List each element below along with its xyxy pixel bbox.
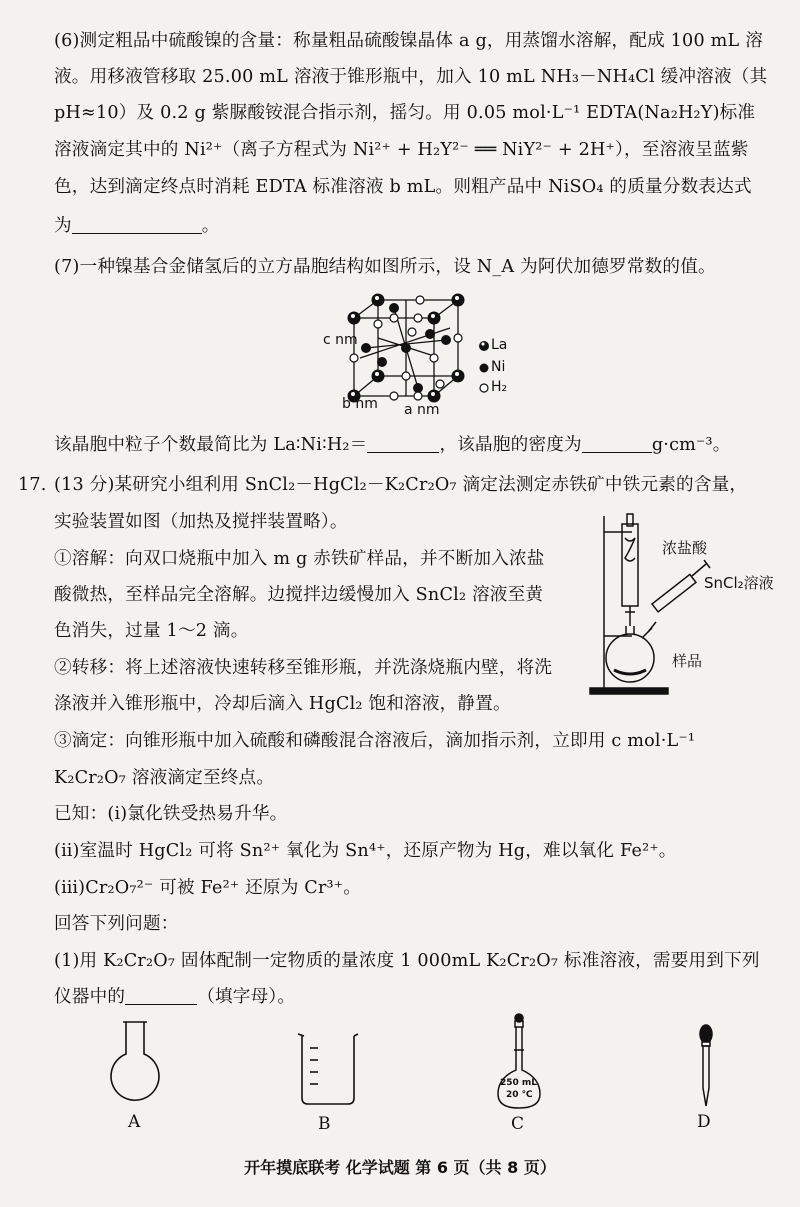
q17-p1-answer-line — [54, 984, 786, 1010]
legend-la: La — [491, 337, 508, 353]
q16-p6-line-2: 液。用移液管移取 25.00 mL 溶液于锥形瓶中，加入 10 mL NH₃－NH₄Cl 缓冲溶液（其 — [54, 67, 768, 87]
apparatus-label-sncl2: SnCl₂溶液 — [704, 574, 774, 592]
q17-known-3: (ⅲ)Cr₂O₇²⁻ 可被 Fe²⁺ 还原为 Cr³⁺。 — [54, 878, 362, 898]
legend-h2: H₂ — [491, 379, 508, 395]
q16-p7-answer-line — [54, 432, 786, 458]
cell-label-a: a nm — [404, 402, 440, 418]
q17-line-4: 酸微热，至样品完全溶解。边搅拌边缓慢加入 SnCl₂ 溶液至黄 — [54, 585, 544, 605]
instrument-b-beaker — [296, 1030, 360, 1110]
instrument-a-label: A — [128, 1112, 141, 1132]
answer-blank-instruments[interactable] — [125, 986, 197, 1005]
q16-p6-prefix: 为 — [54, 216, 72, 236]
q16-p6-line-3: pH≈10）及 0.2 g 紫脲酸铵混合指示剂，摇匀。用 0.05 mol·L⁻¹ EDTA(Na₂H₂Y)标准 — [54, 103, 756, 123]
q17-line-3: ①溶解：向双口烧瓶中加入 m g 赤铁矿样品，并不断加入浓盐 — [54, 549, 545, 569]
q17-answer-heading: 回答下列问题： — [54, 914, 179, 934]
q17-known-2: (ⅱ)室温时 HgCl₂ 可将 Sn²⁺ 氧化为 Sn⁴⁺，还原产物为 Hg，难以氧化 Fe²⁺。 — [54, 841, 677, 861]
q17-number: 17. — [18, 475, 47, 495]
q17-line-2: 实验装置如图（加热及搅拌装置略）。 — [54, 512, 348, 532]
instrument-c-label: C — [511, 1114, 525, 1134]
cell-label-b: b nm — [342, 396, 378, 412]
instrument-c-mark-temp: 20 ℃ — [506, 1090, 533, 1100]
q17-line-1: (13 分)某研究小组利用 SnCl₂－HgCl₂－K₂Cr₂O₇ 滴定法测定赤铁矿中铁元素的含量， — [54, 475, 748, 495]
instrument-d-dropper — [694, 1024, 718, 1110]
instrument-d-label: D — [697, 1112, 711, 1132]
q16-p6-suffix: 。 — [201, 216, 220, 236]
q17-p1-suffix: （填字母）。 — [197, 987, 296, 1007]
instrument-c-mark-volume: 250 mL — [500, 1078, 538, 1088]
q16-p6-line-6 — [54, 213, 786, 239]
q17-known-1: 已知：(ⅰ)氯化铁受热易升华。 — [54, 804, 288, 824]
cell-label-c: c nm — [323, 332, 358, 348]
q16-p7-line: (7)一种镍基合金储氢后的立方晶胞结构如图所示，设 N_A 为阿伏加德罗常数的值。 — [54, 257, 716, 277]
instrument-a-round-flask — [100, 1018, 170, 1108]
page-footer: 开年摸底联考 化学试题 第 6 页（共 8 页） — [244, 1158, 556, 1177]
q16-p7-answer-a: 该晶胞中粒子个数最简比为 La∶Ni∶H₂＝ — [54, 435, 368, 455]
q17-line-5: 色消失，过量 1～2 滴。 — [54, 621, 249, 641]
apparatus-label-hcl: 浓盐酸 — [662, 539, 708, 557]
answer-blank-density[interactable] — [582, 434, 652, 453]
apparatus-label-sample: 样品 — [672, 652, 703, 670]
q16-p7-answer-b: ，该晶胞的密度为 — [439, 435, 582, 455]
q17-line-8: ③滴定：向锥形瓶中加入硫酸和磷酸混合溶液后，滴加指示剂，立即用 c mol·L⁻¹ — [54, 731, 696, 751]
q17-line-6: ②转移：将上述溶液快速转移至锥形瓶，并洗涤烧瓶内壁，将洗 — [54, 658, 553, 678]
q16-p6-line-5: 色，达到滴定终点时消耗 EDTA 标准溶液 b mL。则粗产品中 NiSO₄ 的质量分数表达式 — [54, 177, 752, 197]
legend-ni: Ni — [491, 359, 506, 375]
q16-p6-line-4: 溶液滴定其中的 Ni²⁺（离子方程式为 Ni²⁺ + H₂Y²⁻ ══ NiY²⁻ + 2H⁺），至溶液呈蓝紫 — [54, 140, 749, 160]
q17-line-9: K₂Cr₂O₇ 溶液滴定至终点。 — [54, 768, 275, 788]
q17-p1-line: (1)用 K₂Cr₂O₇ 固体配制一定物质的量浓度 1 000mL K₂Cr₂O₇ 标准溶液，需要用到下列 — [54, 951, 760, 971]
q16-p7-answer-c: g·cm⁻³。 — [651, 435, 731, 455]
q16-p6-line-1: (6)测定粗品中硫酸镍的含量：称量粗品硫酸镍晶体 a g，用蒸馏水溶解，配成 100 mL 溶 — [54, 31, 763, 51]
q17-p1-prefix: 仪器中的 — [54, 987, 126, 1007]
answer-blank-p6[interactable] — [72, 215, 202, 234]
answer-blank-ratio[interactable] — [367, 434, 439, 453]
q17-line-7: 涤液并入锥形瓶中，冷却后滴入 HgCl₂ 饱和溶液，静置。 — [54, 694, 511, 714]
instrument-b-label: B — [318, 1114, 331, 1134]
